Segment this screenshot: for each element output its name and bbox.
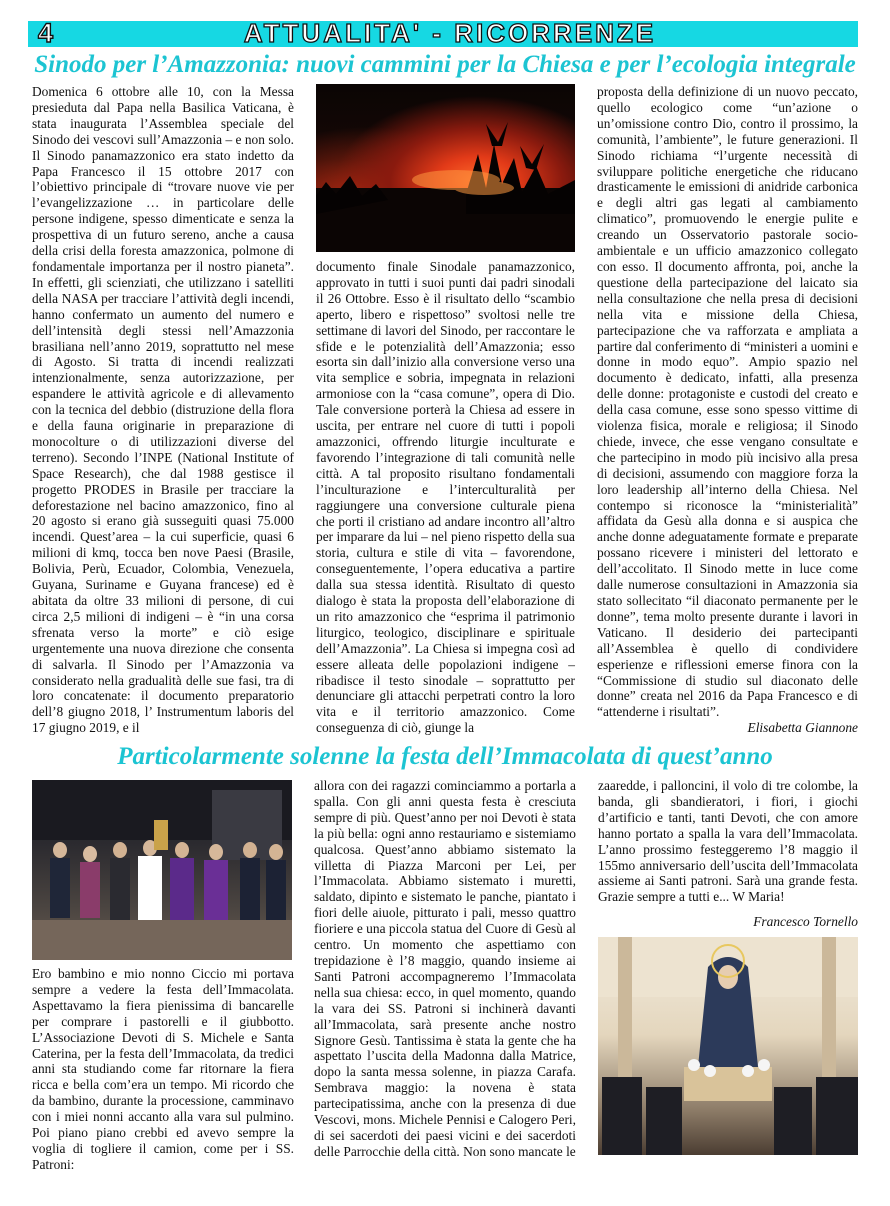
article-2-headline: Particolarmente solenne la festa dell’Immacolata di quest’anno: [117, 743, 773, 770]
amazon-fire-photo: [316, 84, 575, 252]
section-title: ATTUALITA' - RICORRENZE: [243, 18, 657, 48]
article-1-column-1-text: Domenica 6 ottobre alle 10, con la Messa presieduta dal Papa nella Basilica Vaticana, è stata inaugurata l’Assemblea speciale del Sinodo dei vescovi sull’Amazzonia – e non solo. Il Sinodo panamazzonico era stato indetto da Papa Francesco il 15 ottobre 2017 con l’obiettivo principale di “trovare nuove vie per l’evangelizzazione … in particolare delle persone indigene, spesso dimenticate e senza la prospettiva di un futuro sereno, anche a causa della crisi della foresta amazzonica, polmone di fondamentale importanza per il nostro pianeta”. In effetti, gli scienziati, che utilizzano i satelliti della NASA per tracciare l’attività degli incendi, hanno confermato un aumento del numero e dell’intensità degli stessi nell’Amazzonia brasiliana nell’anno 2019, soprattutto nel mese di Agosto. Si tratta di incendi realizzati intenzionalmente, senza autorizzazione, per espandere le attività agricole e di allevamento con la tecnica del debbio (distruzione della flora e della fauna originarie in preparazione di monocolture o di utilizzazioni diverse del terreno). Secondo l’INPE (National Institute of Space Research), che dal 1988 gestisce il progetto PRODES in Brasile per tracciare la deforestazione nel bacino amazzonico, fino al 20 agosto si erano già susseguiti quasi 75.000 incendi. Quest’area – la cui superficie, quasi 6 milioni di kmq, tocca ben nove Paesi (Brasile, Bolivia, Perù, Ecuador, Colombia, Venezuela, Guyana, Suriname e Guyana francese) ed è abitata da oltre 33 milioni di persone, di cui circa 2,5 milioni di indigeni – è “in una corsa sfrenata verso la morte” e ciò esige urgentemente una nuova direzione che consenta di salvarla. Il Sinodo per l’Amazzonia va considerato nella gradualità delle sue fasi, tra di loro concatenate: il documento preparatorio dell’8 giugno 2018, l’ Instrumentum laboris del 17 giugno 2019, e il: [32, 84, 294, 736]
article-2-column-2: [314, 778, 576, 1158]
immacolata-statue-photo: [598, 937, 858, 1155]
article-2-author: Francesco Tornello: [753, 914, 858, 929]
article-1-column-2-text: documento finale Sinodale panamazzonico, approvato in tutti i suoi punti dai padri sinodali il 26 Ottobre. Esso è il risultato dello “scambio aperto, libero e rispettoso” svoltosi nelle tre settimane di lavori del Sinodo, per raccontare le sfide e le potenzialità dell’Amazzonia; esso esorta sin dall’inizio alla conversione verso una vita semplice e sobria, impegnata in relazioni armoniose con la “casa comune”, opera di Dio. Tale conversione porterà la Chiesa ad essere in uscita, per entrare nel cuore di tutti i popoli amazzonici, offrendo liturgie inculturate e favorendo l’integrazione di tali comunità nelle città. A tal proposito risultano fondamentali l’inculturazione e l’interculturalità per raggiungere una conversione culturale piena che porti il cristiano ad andare incontro all’altro per imparare da lui – nel pieno rispetto della sua storia, cultura e stile di vita – favorendone, conseguentemente, l’opera educativa a partire dalla sua stessa identità. Risultato di questo dialogo è stata la proposta dell’elaborazione di un rito amazzonico che “esprima il patrimonio liturgico, teologico, disciplinare e spirituale dell’Amazzonia”. La Chiesa si impegna così ad essere alleata delle popolazioni indigene – ribadisce il testo sinodale – soprattutto per denunciare gli attacchi perpetrati contro la loro vita e il territorio amazzonico. Come conseguenza di ciò, giunge la: [316, 259, 575, 736]
page-number: 4: [38, 18, 54, 48]
article-1-author: Elisabetta Giannone: [747, 720, 858, 735]
procession-group-photo: [32, 780, 292, 960]
article-2-column-3: [598, 778, 858, 908]
article-2-column-1-text: Ero bambino e mio nonno Ciccio mi portava sempre a vedere la festa dell’Immacolata. Aspettavamo la fiera pienissima di bancarelle per comprare i pastorelli e il giubbotto. L’Associazione Devoti di S. Michele e Santa Caterina, per la festa dell’Immacolata, da tredici anni sta studiando come far ritornare la fiera ricca e bella com’era un tempo. Mi ricordo che da bambino, durante la processione, camminavo con i miei nonni accanto alla vara sul pulmino. Poi piano piano crebbi ed avevo sempre la voglia di togliere il camion, come per i SS. Patroni:: [32, 966, 294, 1172]
article-1-column-2: [316, 259, 575, 734]
article-2-column-3-text: zaaredde, i palloncini, il volo di tre colombe, la banda, gli sbandieratori, i fiori, i giochi d’artificio e tanti, tanti Devoti, che con amore hanno portato a spalla la vara dell’Immacolata. L’anno prossimo festeggeremo l’8 maggio il 155mo anniversario dell’uscita dell’Immacolata assieme ai Santi patroni. Sarà una grande festa. Grazie sempre a tutti e... W Maria!: [598, 778, 858, 905]
article-2-column-2-text: allora con dei ragazzi cominciammo a portarla a spalla. Con gli anni questa festa è cresciuta sempre di più. Quest’anno per noi Devoti è stata la più bella: ogni anno restauriamo e sistemiamo qualcosa. Quest’anno abbiamo sistemato la villetta di Piazza Marconi per Lei, per l’Immacolata. Abbiamo sistemato i muretti, saldato, dipinto e sistemato le panche, piantato i fiori delle aiuole, pitturato i pali, messo quattro fioriere e una piccola statua del Cuore di Gesù al centro. Un momento che aspettiamo con trepidazione è l’8 maggio, quando insieme ai Santi Patroni accompagneremo l’Immacolata nella sua chiesa: ecco, in quel momento, quando la vara dei SS. Patroni si inchinerà davanti all’Immacolata, sarà presente anche nostro Signore Gesù. Tantissima è stata la gente che ha aspettato l’uscita della Madonna dalla Matrice, dopo la santa messa solenne, in piazza Carafa. Sembrava maggio: la novena è stata partecipatissima, anche con la presenza di due Vescovi, mons. Michele Pennisi e Calogero Peri, di sei sacerdoti dei paesi vicini e dei sacerdoti delle Parrocchie della città. Non sono mancate le: [314, 778, 576, 1159]
article-1-column-3: [597, 84, 858, 720]
article-1-column-1: [32, 84, 294, 734]
article-2-column-1: [32, 966, 294, 1172]
article-1-column-3-text: proposta della definizione di un nuovo peccato, quello ecologico come “un’azione o un’omissione contro Dio, contro il prossimo, la comunità, l’ambiente”, le future generazioni. Il Sinodo richiama “l’urgente necessità di sviluppare politiche energetiche che riducano drasticamente le emissioni di anidride carbonica e degli altri gas legati al cambiamento climatico”, promuovendo le energie pulite e creando un Osservatorio pastorale socio-ambientale e un ufficio amazzonico collegato con esso. Il documento affronta, poi, anche la questione della partecipazione del laicato sia nella consultazione che nella presa di decisioni nella vita e missione della Chiesa, partecipazione che va rafforzata e ampliata a partire dal conferimento di “ministeri a uomini e donne in modo equo”. Ampio spazio nel documento è dedicato, infatti, alla presenza delle donne: protagoniste e custodi del creato e della casa comune, esse sono spesso vittime di violenza fisica, morale e religiosa; il Sinodo chiede, invece, che esse vengano consultate e che partecipino in modo più incisivo alla presa di decisioni, assumendo con maggiore forza la loro leadership all’interno della Chiesa. Nel contempo si riconosce la “ministerialità” affidata da Gesù alla donna e si auspica che anche donne adeguatamente formate e preparate possano ricevere i ministeri del lettorato e dell’accolitato. Il Sinodo mette in luce come dalle numerose consultazioni in Amazzonia sia stato sollecitato “il diaconato permanente per le donne”, tema molto presente durante i lavori in Vaticano. Il desiderio dei partecipanti all’Assemblea è quello di condividere esperienze e riflessioni emerse finora con la “Commissione di studio sul diaconato delle donne” creata nel 2016 da Papa Francesco e di “attenderne i risultati”.: [597, 84, 858, 720]
article-1-headline: Sinodo per l’Amazzonia: nuovi cammini per la Chiesa e per l’ecologia integrale: [34, 51, 856, 78]
